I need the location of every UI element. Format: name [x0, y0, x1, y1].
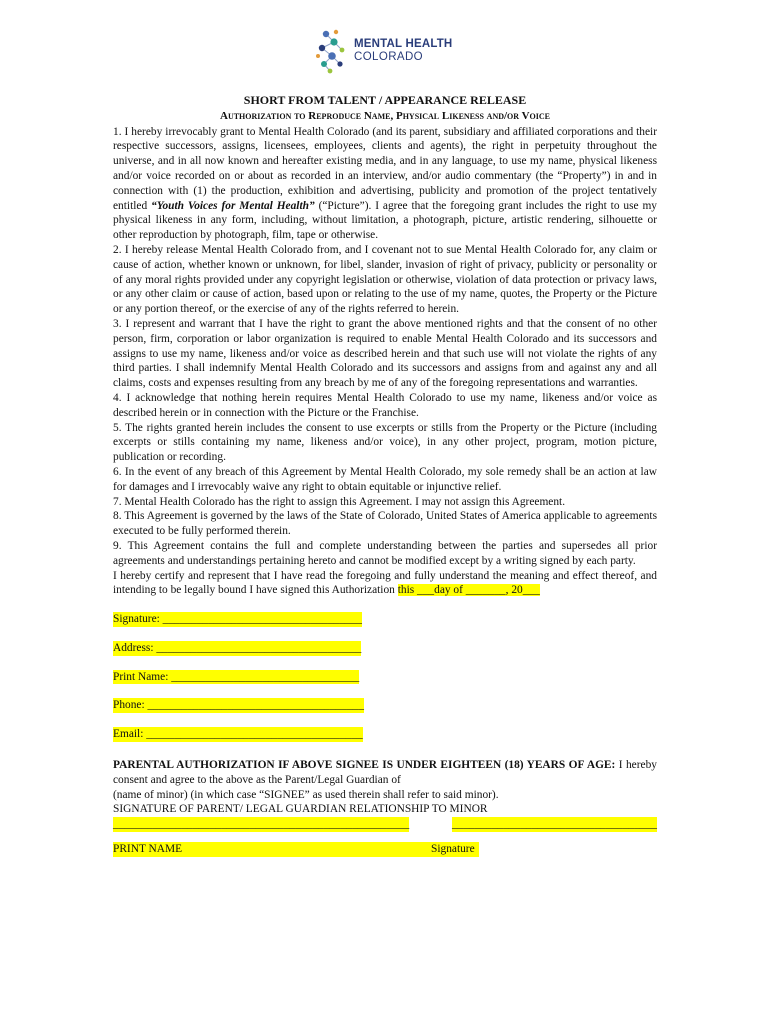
parental-minor-note: (name of minor) (in which case “SIGNEE” as used therein shall refer to said minor). [113, 788, 499, 801]
logo-dots-icon [314, 28, 348, 74]
clause-8: 8. This Agreement is governed by the laws of the State of Colorado, United States of America applicable to agreements executed to be fully performed therein. [113, 510, 657, 538]
guardian-print-name-field[interactable]: PRINT NAME [113, 842, 431, 857]
clause-6: 6. In the event of any breach of this Agreement by Mental Health Colorado, my sole remedy shall be an action at law for damages and I irrevocably waive any right to obtain equitable or injunctive relief. [113, 465, 657, 493]
clause-3: 3. I represent and warrant that I have the right to grant the above mentioned rights and that the consent of no other person, firm, corporation or labor organization is required to enable Mental Health Colorado and its successors and assigns to use my name, likeness and/or voice as described herein and that such use will not violate the rights of any third parties. I shall indemnify Mental Health Colorado and its successors and assigns from and against any and all claims, costs and expenses resulting from any breach by me of any of the foregoing representations and warranties. [113, 317, 657, 390]
parental-signature-labels: SIGNATURE OF PARENT/ LEGAL GUARDIAN RELATIONSHIP TO MINOR [113, 803, 488, 816]
clause-7: 7. Mental Health Colorado has the right to assign this Agreement. I may not assign this Agreement. [113, 495, 566, 508]
relationship-field[interactable]: ____________________________________ [451, 818, 657, 831]
mental-health-colorado-logo [314, 28, 452, 74]
clause-1-text-a: 1. I hereby irrevocably grant to Mental Health Colorado (and its parent, subsidiary and affiliated corporations and their respective successors, assigns, licensees, employees, clients and agents), the right in perpetuity throughout the universe, and in all now known and hereafter existing media, and in any language, to use my name, physical likeness and/or voice recorded on or about as recorded in an interview, and/or audio commentary (the “Property”) in and in connection with (1) the production, exhibition and advertising, publicity and promotion of the project tentatively entitled [113, 125, 657, 212]
document-title: SHORT FROM TALENT / APPEARANCE RELEASE [243, 93, 527, 107]
certification-text: I hereby certify and represent that I have read the foregoing and fully understand the meaning and effect thereof, and intending to be legally bound I have signed this Authorization [113, 569, 657, 597]
signature-field[interactable]: Signature: ___________________________________ [113, 613, 363, 626]
guardian-signature-label[interactable]: Signature [431, 842, 479, 857]
guardian-signature-field[interactable]: ____________________________________________________ [113, 818, 410, 831]
document-subtitle: Authorization to Reproduce Name, Physical Likeness and/or Voice [220, 109, 550, 122]
clause-9: 9. This Agreement contains the full and complete understanding between the parties and supersedes all prior agreements and understandings pertaining hereto and cannot be modified except by a writing signed by each party. [113, 539, 657, 567]
date-field[interactable]: this ___day of _______, 20___ [397, 584, 540, 597]
certification [113, 569, 657, 599]
clause-1 [113, 125, 657, 243]
email-field[interactable]: Email: ______________________________________ [113, 728, 363, 741]
address-field[interactable]: Address: ____________________________________ [113, 641, 362, 654]
parental-authorization-heading: PARENTAL AUTHORIZATION IF ABOVE SIGNEE IS UNDER EIGHTEEN (18) YEARS OF AGE: I hereby consent and agree to the above as the Parent/Legal Guardian of [113, 759, 657, 786]
clause-1-text-b: (“Picture”). I agree that the foregoing grant includes the right to use my physical likeness in any form, including, without limitation, a photograph, picture, artistic rendering, silhouette or other reproduction by photograph, film, tape or otherwise. [113, 199, 658, 242]
parental-consent-text: I hereby consent and agree to the above as the Parent/Legal Guardian of [113, 759, 657, 786]
clause-5: 5. The rights granted herein includes the consent to use excerpts or stills from the Property or the Picture (including excerpts or stills containing my name, likeness and/or voice), in any other project, program, motion picture, publication or recording. [113, 421, 657, 464]
parental-print-row [113, 842, 657, 857]
release-document [113, 93, 657, 857]
logo-line1: MENTAL HEALTH [354, 38, 453, 50]
parental-signature-row [113, 817, 657, 832]
project-title: “Youth Voices for Mental Health” [151, 199, 315, 212]
logo-line2: COLORADO [354, 51, 424, 63]
clause-4: 4. I acknowledge that nothing herein requires Mental Health Colorado to use my name, likeness and/or voice as described herein or in connection with the Picture or the Franchise. [113, 391, 657, 419]
clause-2: 2. I hereby release Mental Health Colorado from, and I covenant not to sue Mental Health Colorado for, any claim or cause of action, whether known or unknown, for libel, slander, invasion of right of privacy, publicity or personality or of any moral rights provided under any copyright legislation or otherwise, violation of data protection or privacy laws, or any other claim or cause of action, based upon or relating to the use of my name, quotes, the Property or the Picture or any portion thereof, or the exercise of any of the rights referred to herein. [113, 243, 657, 316]
phone-field[interactable]: Phone: ______________________________________ [113, 699, 364, 712]
print-name-field[interactable]: Print Name: _________________________________ [113, 670, 360, 683]
